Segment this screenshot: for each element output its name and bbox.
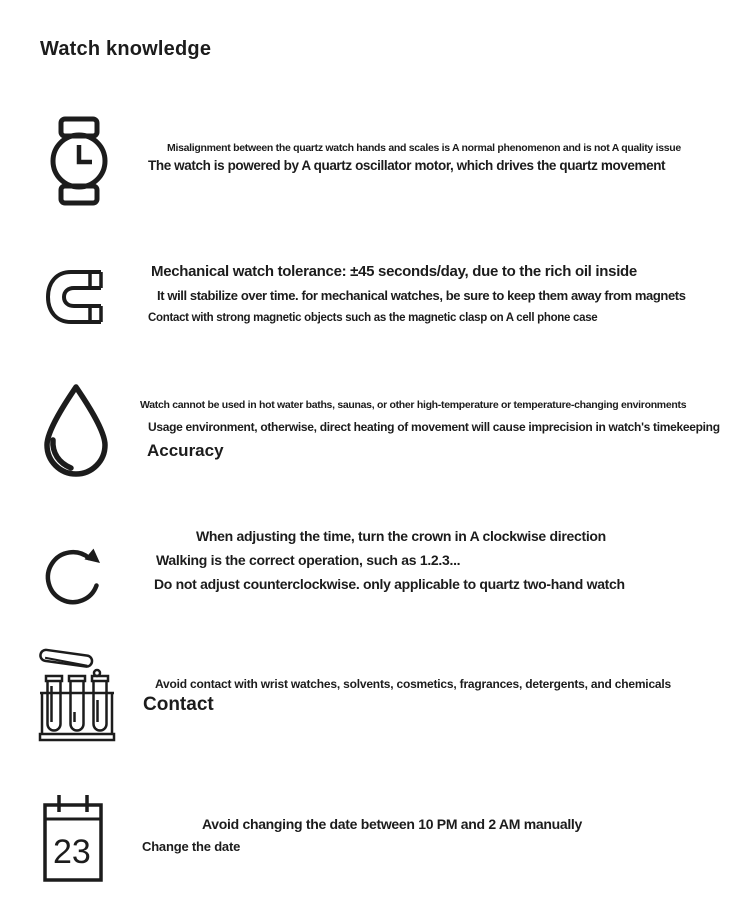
section-text-line: The watch is powered by A quartz oscillator motor, which drives the quartz movement (148, 158, 666, 173)
section-text-line: When adjusting the time, turn the crown in A clockwise direction (196, 528, 606, 544)
section-text-line: Avoid changing the date between 10 PM and 2 AM manually (202, 816, 582, 832)
section-text-line: Avoid contact with wrist watches, solvents, cosmetics, fragrances, detergents, and chemicals (155, 677, 671, 691)
section-text-line: Do not adjust counterclockwise. only applicable to quartz two-hand watch (154, 576, 625, 592)
clockwise-rotation-icon (43, 527, 107, 609)
water-drop-icon (40, 383, 112, 479)
section-text-line: Usage environment, otherwise, direct heating of movement will cause imprecision in watch's timekeeping (148, 420, 720, 434)
page-title: Watch knowledge (40, 38, 212, 60)
section-text-line: Contact (143, 694, 214, 715)
section-text-line: Mechanical watch tolerance: ±45 seconds/day, due to the rich oil inside (151, 263, 637, 280)
calendar-icon (42, 791, 104, 883)
section-text-line: Accuracy (147, 441, 224, 460)
watch-icon (45, 116, 113, 206)
section-text-line: It will stabilize over time. for mechanical watches, be sure to keep them away from magnets (157, 288, 686, 303)
section-text-line: Watch cannot be used in hot water baths, saunas, or other high-temperature or temperature-changing environments (140, 399, 687, 411)
section-text-line: Walking is the correct operation, such as 1.2.3... (156, 552, 461, 568)
section-text-line: Change the date (142, 839, 241, 854)
calendar-day-number: 23 (53, 833, 91, 871)
test-tubes-icon (38, 648, 116, 744)
section-text-line: Contact with strong magnetic objects such as the magnetic clasp on A cell phone case (148, 312, 598, 324)
section-text-line: Misalignment between the quartz watch hands and scales is A normal phenomenon and is not A quality issue (167, 142, 681, 154)
magnet-icon (43, 269, 103, 325)
